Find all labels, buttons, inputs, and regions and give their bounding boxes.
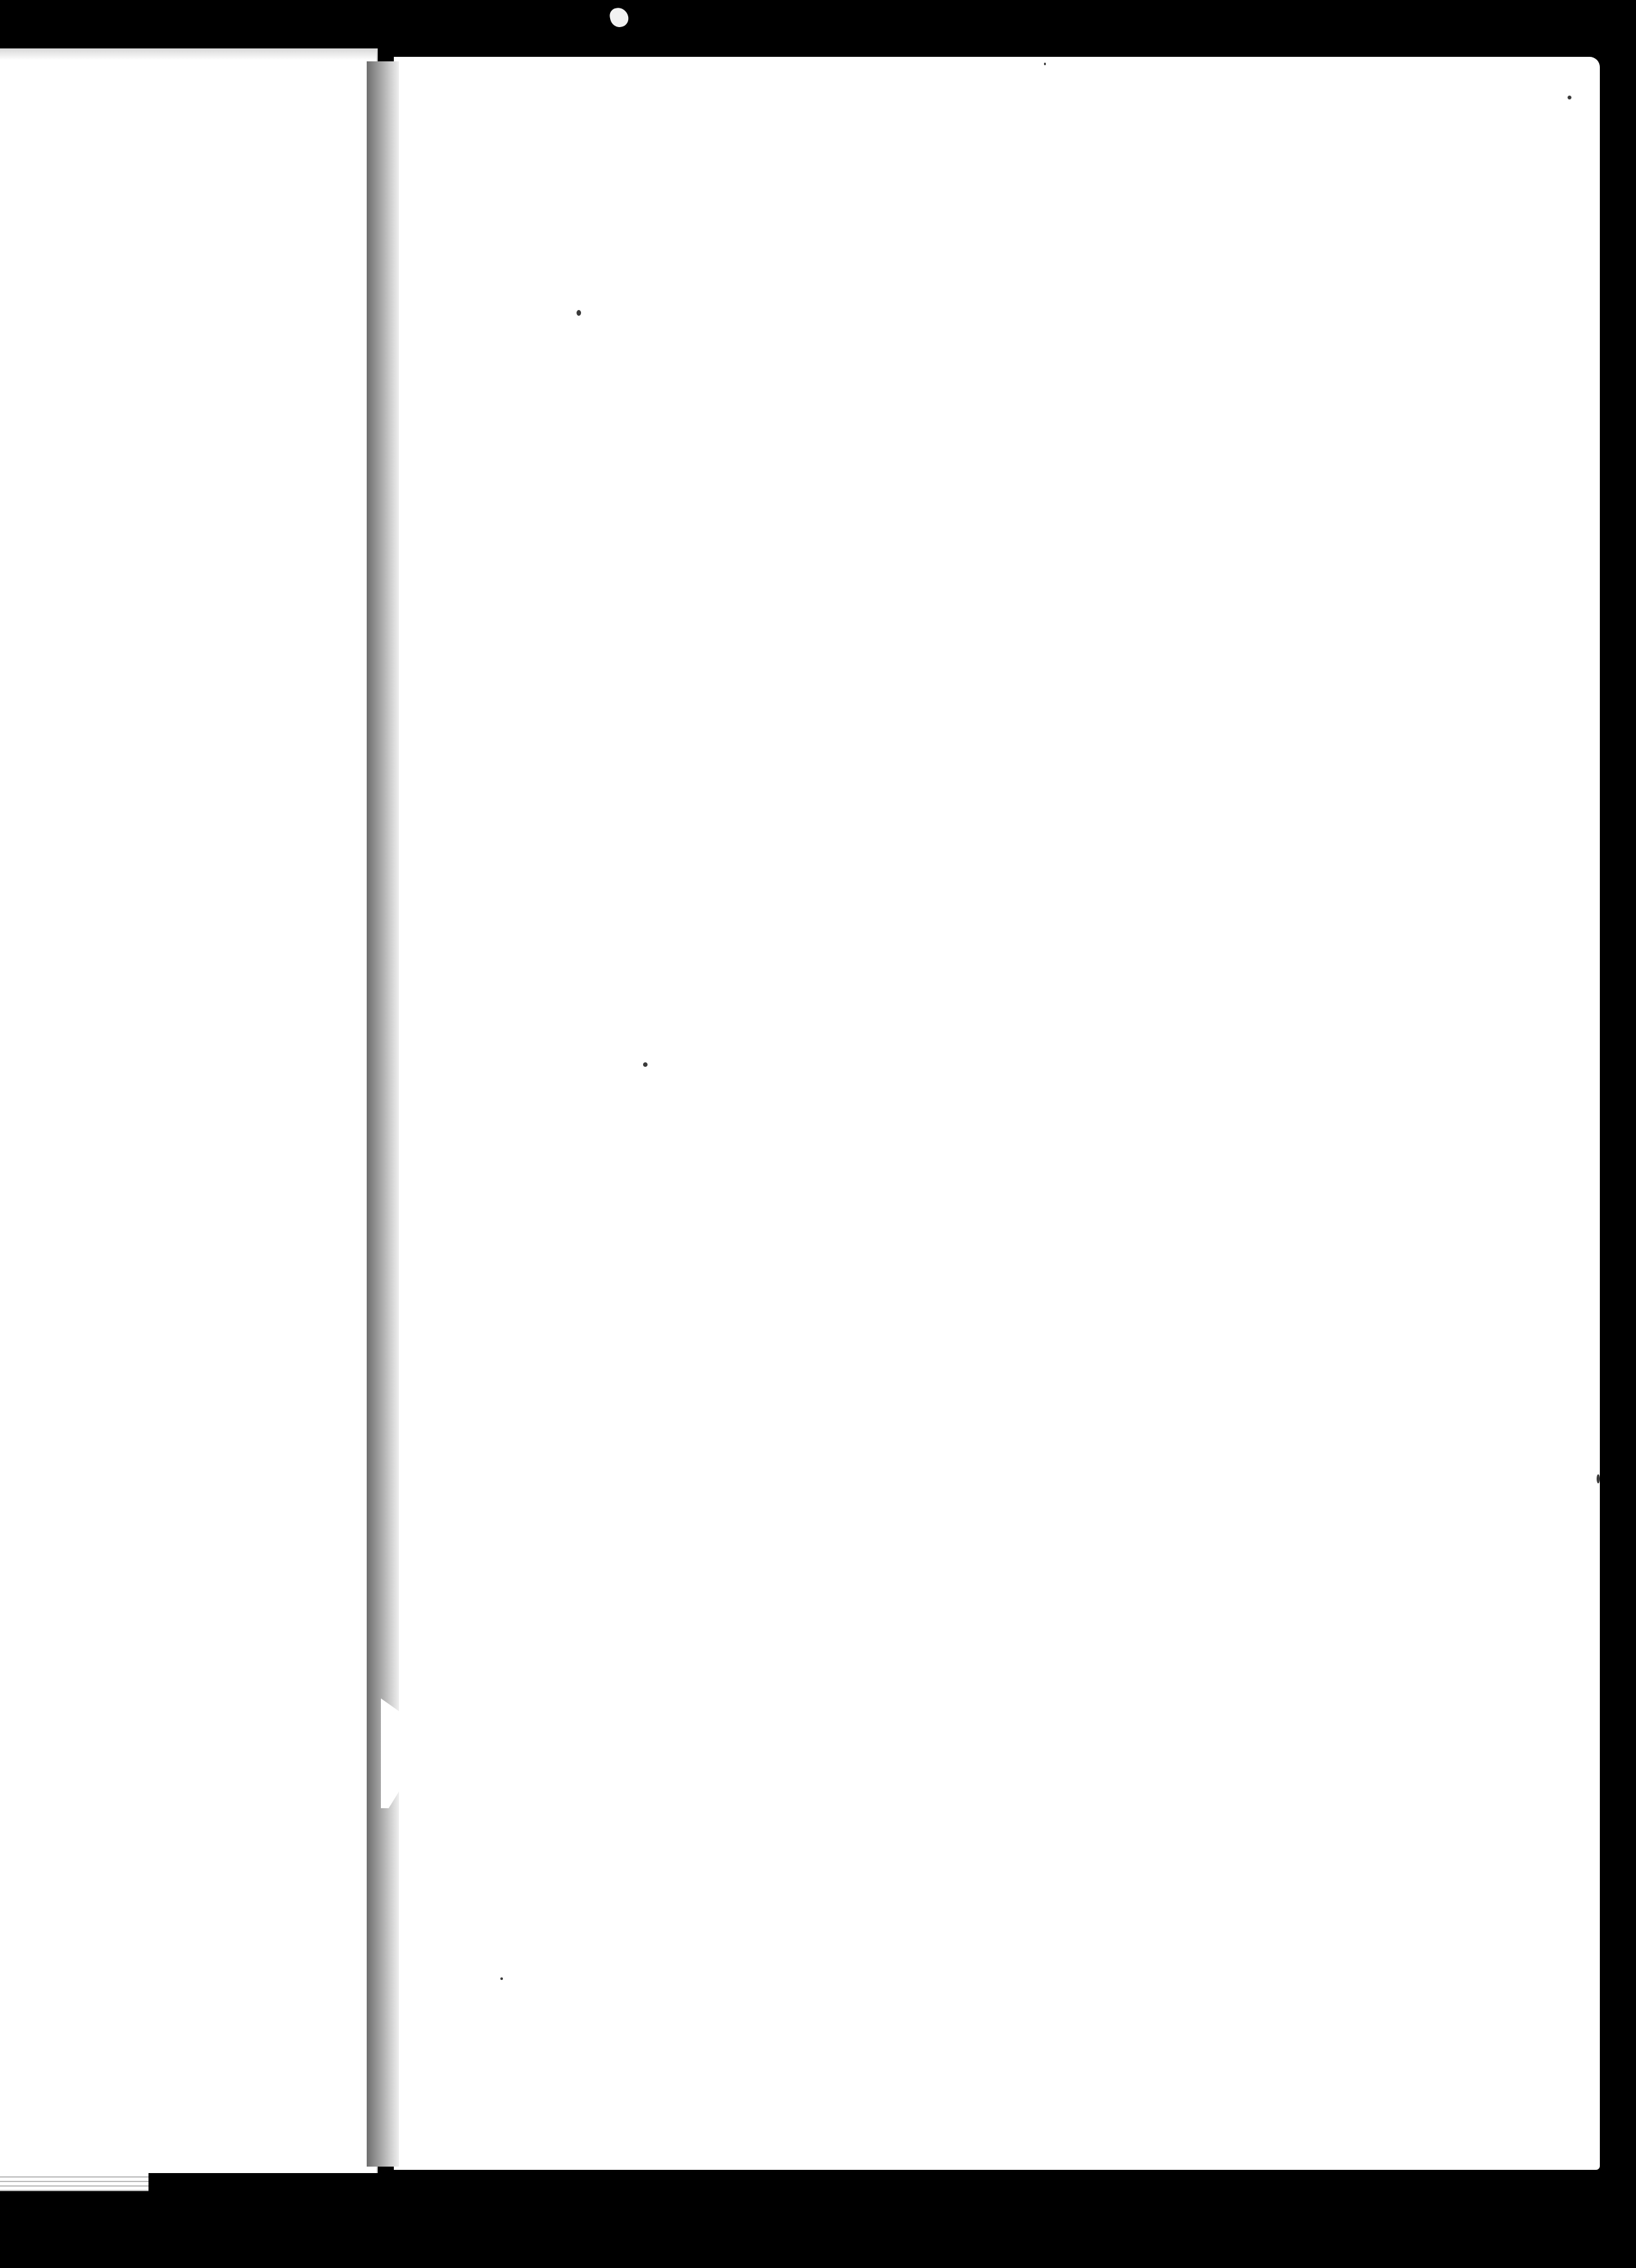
- dust-speck: [1597, 1474, 1600, 1483]
- binding-gutter: [367, 61, 399, 2167]
- right-page-blank: [394, 57, 1600, 2170]
- dust-speck: [1568, 96, 1571, 99]
- dust-speck: [1044, 63, 1046, 65]
- scan-artifact: [608, 6, 630, 28]
- dust-speck: [643, 1062, 648, 1067]
- left-page-edge-shadow: [0, 48, 376, 60]
- dust-speck: [500, 1977, 503, 1980]
- left-page: [0, 48, 378, 2173]
- left-page-stacked-edges: [0, 2173, 148, 2191]
- dust-speck: [577, 310, 581, 316]
